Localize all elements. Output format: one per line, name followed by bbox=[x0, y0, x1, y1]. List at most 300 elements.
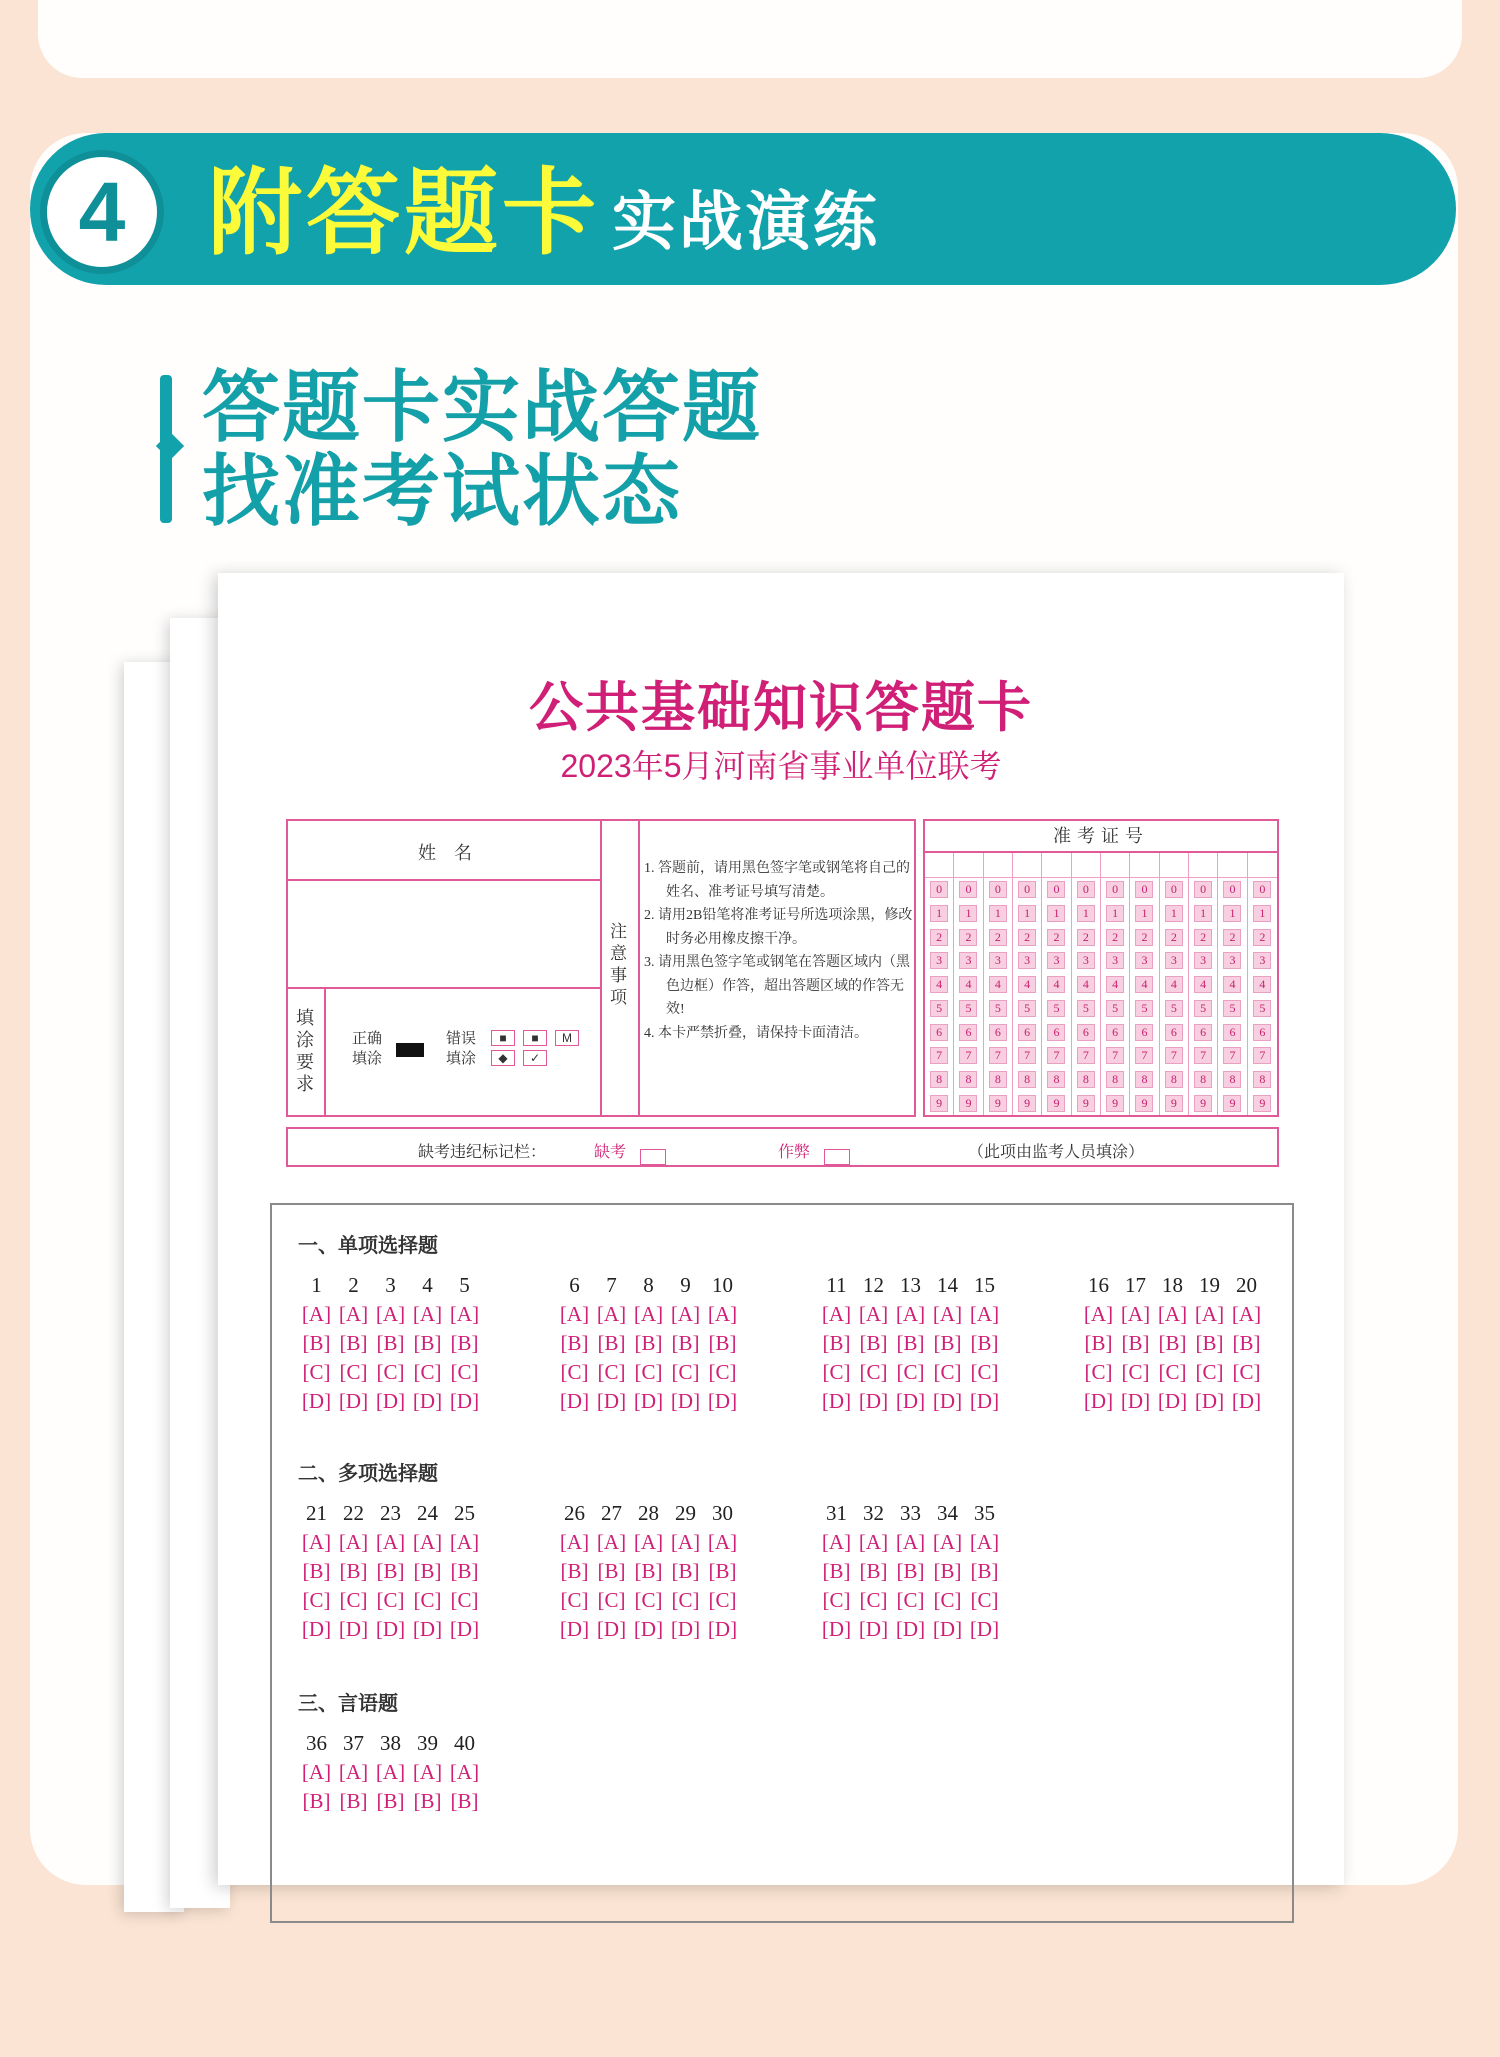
id-digit-bubble[interactable] bbox=[1218, 1068, 1246, 1092]
answer-bubble[interactable]: [A] bbox=[1194, 1302, 1225, 1326]
answer-bubble[interactable]: [D] bbox=[707, 1389, 738, 1413]
id-digit-bubble[interactable] bbox=[1072, 1020, 1100, 1044]
answer-bubble[interactable]: [A] bbox=[559, 1530, 590, 1554]
answer-bubble[interactable]: [C] bbox=[339, 1360, 368, 1384]
note-item: 1. 答题前，请用黑色签字笔或钢笔将自己的姓名、准考证号填写清楚。 bbox=[644, 861, 910, 900]
id-digit-bubble[interactable] bbox=[1042, 902, 1070, 926]
id-digit: 0 bbox=[1018, 881, 1036, 898]
id-digit-bubble[interactable] bbox=[1248, 1020, 1277, 1044]
answer-bubble[interactable]: [B] bbox=[634, 1559, 663, 1583]
answer-bubble[interactable]: [C] bbox=[634, 1588, 663, 1612]
answer-bubble[interactable]: [D] bbox=[633, 1617, 664, 1641]
id-digit-bubble[interactable] bbox=[954, 949, 982, 973]
answer-bubble[interactable]: [B] bbox=[376, 1331, 405, 1355]
id-digit-bubble[interactable] bbox=[1160, 949, 1188, 973]
answer-bubble[interactable]: [C] bbox=[302, 1360, 331, 1384]
id-write-cell[interactable] bbox=[1248, 853, 1277, 878]
answer-bubble[interactable]: [B] bbox=[671, 1559, 700, 1583]
id-digit-bubble[interactable] bbox=[1072, 1068, 1100, 1092]
id-write-cell[interactable] bbox=[1013, 853, 1041, 878]
answer-bubble[interactable]: [C] bbox=[1232, 1360, 1261, 1384]
id-digit-bubble[interactable] bbox=[954, 925, 982, 949]
answer-bubble[interactable]: [B] bbox=[339, 1559, 368, 1583]
answer-bubble[interactable]: [B] bbox=[560, 1331, 589, 1355]
answer-bubble[interactable]: [C] bbox=[671, 1360, 700, 1384]
answer-bubble[interactable]: [A] bbox=[301, 1760, 332, 1784]
answer-bubble[interactable]: [A] bbox=[596, 1530, 627, 1554]
answer-bubble[interactable]: [C] bbox=[970, 1360, 999, 1384]
id-digit-bubble[interactable] bbox=[1101, 878, 1129, 902]
answer-bubble[interactable]: [D] bbox=[596, 1617, 627, 1641]
answer-bubble[interactable]: [C] bbox=[1121, 1360, 1150, 1384]
answer-bubble[interactable]: [B] bbox=[859, 1559, 888, 1583]
question-number: 18 bbox=[1162, 1273, 1183, 1297]
answer-bubble[interactable]: [D] bbox=[670, 1389, 701, 1413]
answer-bubble[interactable]: [B] bbox=[450, 1789, 479, 1813]
answer-bubble[interactable]: [A] bbox=[895, 1530, 926, 1554]
id-digit-bubble[interactable] bbox=[1101, 1020, 1129, 1044]
id-digit-bubble[interactable] bbox=[925, 1020, 953, 1044]
id-digit-bubble[interactable] bbox=[1101, 949, 1129, 973]
answer-bubble[interactable]: [B] bbox=[376, 1789, 405, 1813]
id-digit-bubble[interactable] bbox=[1189, 902, 1217, 926]
id-digit-bubble[interactable] bbox=[1042, 1020, 1070, 1044]
id-digit: 1 bbox=[1165, 905, 1183, 922]
answer-bubble[interactable]: [D] bbox=[301, 1617, 332, 1641]
answer-bubble[interactable]: [B] bbox=[708, 1559, 737, 1583]
id-digit-bubble[interactable] bbox=[954, 997, 982, 1021]
answer-bubble[interactable]: [A] bbox=[969, 1530, 1000, 1554]
id-digit-bubble[interactable] bbox=[1160, 1068, 1188, 1092]
id-digit-bubble[interactable] bbox=[925, 902, 953, 926]
id-digit-bubble[interactable] bbox=[1189, 925, 1217, 949]
answer-bubble[interactable]: [D] bbox=[895, 1389, 926, 1413]
answer-bubble[interactable]: [B] bbox=[970, 1559, 999, 1583]
id-digit-bubble[interactable] bbox=[1013, 1044, 1041, 1068]
id-digit-bubble[interactable] bbox=[1042, 925, 1070, 949]
answer-bubble[interactable]: [D] bbox=[449, 1617, 480, 1641]
id-digit-bubble[interactable] bbox=[954, 1091, 982, 1115]
question-number: 31 bbox=[826, 1501, 847, 1525]
id-digit-bubble[interactable] bbox=[984, 878, 1012, 902]
id-digit: 4 bbox=[1077, 976, 1095, 993]
id-digit-bubble[interactable] bbox=[984, 997, 1012, 1021]
answer-bubble[interactable]: [B] bbox=[1121, 1331, 1150, 1355]
id-digit: 1 bbox=[1194, 905, 1212, 922]
id-digit-bubble[interactable] bbox=[1130, 1068, 1158, 1092]
answer-bubble[interactable]: [B] bbox=[413, 1789, 442, 1813]
id-digit-bubble[interactable] bbox=[1101, 973, 1129, 997]
id-digit-bubble[interactable] bbox=[984, 1044, 1012, 1068]
answer-bubble[interactable]: [C] bbox=[896, 1360, 925, 1384]
id-digit-bubble[interactable] bbox=[1189, 878, 1217, 902]
id-digit-bubble[interactable] bbox=[1189, 997, 1217, 1021]
id-digit-bubble[interactable] bbox=[1072, 973, 1100, 997]
answer-bubble[interactable]: [A] bbox=[375, 1302, 406, 1326]
id-digit-bubble[interactable] bbox=[1072, 1091, 1100, 1115]
id-digit-bubble[interactable] bbox=[1042, 1091, 1070, 1115]
answer-bubble[interactable]: [D] bbox=[301, 1389, 332, 1413]
id-digit-bubble[interactable] bbox=[1218, 973, 1246, 997]
answer-bubble[interactable]: [D] bbox=[1157, 1389, 1188, 1413]
answer-bubble[interactable]: [D] bbox=[969, 1389, 1000, 1413]
id-digit-bubble[interactable] bbox=[1013, 949, 1041, 973]
id-digit-bubble[interactable] bbox=[1160, 902, 1188, 926]
answer-bubble[interactable]: [C] bbox=[933, 1360, 962, 1384]
answer-bubble[interactable]: [A] bbox=[1083, 1302, 1114, 1326]
answer-bubble[interactable]: [D] bbox=[412, 1617, 443, 1641]
id-digit-bubble[interactable] bbox=[1072, 925, 1100, 949]
id-digit-bubble[interactable] bbox=[1013, 1091, 1041, 1115]
answer-bubble[interactable]: [B] bbox=[896, 1331, 925, 1355]
answer-bubble[interactable]: [C] bbox=[413, 1360, 442, 1384]
answer-bubble[interactable]: [B] bbox=[302, 1789, 331, 1813]
answer-bubble[interactable]: [B] bbox=[822, 1559, 851, 1583]
id-digit-bubble[interactable] bbox=[1130, 878, 1158, 902]
answer-bubble[interactable]: [A] bbox=[932, 1302, 963, 1326]
answer-bubble[interactable]: [C] bbox=[450, 1360, 479, 1384]
id-digit-bubble[interactable] bbox=[984, 1068, 1012, 1092]
id-digit-bubble[interactable] bbox=[1248, 949, 1277, 973]
id-digit-bubble[interactable] bbox=[1248, 997, 1277, 1021]
id-digit-bubble[interactable] bbox=[1218, 997, 1246, 1021]
answer-bubble[interactable]: [A] bbox=[932, 1530, 963, 1554]
id-digit-bubble[interactable] bbox=[984, 902, 1012, 926]
answer-bubble[interactable]: [A] bbox=[969, 1302, 1000, 1326]
id-digit-bubble[interactable] bbox=[925, 997, 953, 1021]
answer-bubble[interactable]: [B] bbox=[896, 1559, 925, 1583]
answer-bubble[interactable]: [B] bbox=[413, 1331, 442, 1355]
id-digit-bubble[interactable] bbox=[1130, 949, 1158, 973]
name-label: 姓 名 bbox=[418, 843, 472, 863]
answer-bubble[interactable]: [B] bbox=[822, 1331, 851, 1355]
answer-bubble[interactable]: [C] bbox=[1195, 1360, 1224, 1384]
exam-id-box bbox=[923, 819, 1279, 1117]
answer-bubble[interactable]: [B] bbox=[339, 1331, 368, 1355]
answer-bubble[interactable]: [D] bbox=[559, 1389, 590, 1413]
answer-bubble[interactable]: [A] bbox=[449, 1760, 480, 1784]
id-digit-bubble[interactable] bbox=[1218, 949, 1246, 973]
answer-bubble[interactable]: [B] bbox=[970, 1331, 999, 1355]
id-digit-bubble[interactable] bbox=[954, 878, 982, 902]
id-digit-bubble[interactable] bbox=[1013, 925, 1041, 949]
id-digit-bubble[interactable] bbox=[1072, 1044, 1100, 1068]
id-digit-bubble[interactable] bbox=[1130, 973, 1158, 997]
answer-bubble[interactable]: [A] bbox=[375, 1760, 406, 1784]
id-digit-bubble[interactable] bbox=[954, 973, 982, 997]
answer-bubble[interactable]: [D] bbox=[559, 1617, 590, 1641]
id-digit-bubble[interactable] bbox=[1013, 1020, 1041, 1044]
id-digit-bubble[interactable] bbox=[1013, 878, 1041, 902]
id-digit-bubble[interactable] bbox=[1072, 902, 1100, 926]
id-digit-bubble[interactable] bbox=[1130, 902, 1158, 926]
answer-bubble[interactable]: [D] bbox=[932, 1617, 963, 1641]
id-digit-bubble[interactable] bbox=[1130, 1044, 1158, 1068]
id-write-cell[interactable] bbox=[1130, 853, 1158, 878]
id-digit-bubble[interactable] bbox=[1013, 902, 1041, 926]
answer-bubble[interactable]: [A] bbox=[1157, 1302, 1188, 1326]
answer-bubble[interactable]: [B] bbox=[302, 1331, 331, 1355]
id-digit-bubble[interactable] bbox=[1042, 973, 1070, 997]
answer-bubble[interactable]: [C] bbox=[450, 1588, 479, 1612]
answer-bubble[interactable]: [C] bbox=[597, 1588, 626, 1612]
id-digit-bubble[interactable] bbox=[1160, 878, 1188, 902]
id-write-cell[interactable] bbox=[1218, 853, 1246, 878]
id-digit-bubble[interactable] bbox=[925, 973, 953, 997]
id-digit-bubble[interactable] bbox=[1189, 949, 1217, 973]
id-digit-bubble[interactable] bbox=[954, 1020, 982, 1044]
answer-bubble[interactable]: [A] bbox=[707, 1530, 738, 1554]
answer-bubble[interactable]: [D] bbox=[858, 1617, 889, 1641]
id-digit-bubble[interactable] bbox=[1218, 902, 1246, 926]
answer-bubble[interactable]: [B] bbox=[413, 1559, 442, 1583]
id-digit-bubble[interactable] bbox=[1013, 1068, 1041, 1092]
id-write-cell[interactable] bbox=[1189, 853, 1217, 878]
id-digit-bubble[interactable] bbox=[925, 1091, 953, 1115]
answer-bubble[interactable]: [A] bbox=[821, 1302, 852, 1326]
answer-bubble[interactable]: [B] bbox=[1195, 1331, 1224, 1355]
id-digit-bubble[interactable] bbox=[1189, 1020, 1217, 1044]
id-digit-bubble[interactable] bbox=[1160, 973, 1188, 997]
id-digit-bubble[interactable] bbox=[1013, 973, 1041, 997]
answer-bubble[interactable]: [C] bbox=[376, 1588, 405, 1612]
answer-bubble[interactable]: [D] bbox=[633, 1389, 664, 1413]
answer-bubble[interactable]: [A] bbox=[1231, 1302, 1262, 1326]
answer-bubble[interactable]: [B] bbox=[859, 1331, 888, 1355]
answer-bubble[interactable]: [B] bbox=[376, 1559, 405, 1583]
answer-bubble[interactable]: [C] bbox=[671, 1588, 700, 1612]
answer-bubble[interactable]: [D] bbox=[821, 1389, 852, 1413]
id-digit-bubble[interactable] bbox=[984, 949, 1012, 973]
answer-bubble[interactable]: [D] bbox=[412, 1389, 443, 1413]
answer-bubble[interactable]: [D] bbox=[1120, 1389, 1151, 1413]
answer-bubble[interactable]: [D] bbox=[895, 1617, 926, 1641]
answer-bubble[interactable]: [A] bbox=[338, 1760, 369, 1784]
answer-bubble[interactable]: [A] bbox=[895, 1302, 926, 1326]
id-digit-bubble[interactable] bbox=[1189, 1068, 1217, 1092]
answer-bubble[interactable]: [D] bbox=[338, 1617, 369, 1641]
answer-bubble[interactable]: [D] bbox=[1194, 1389, 1225, 1413]
id-digit-bubble[interactable] bbox=[1248, 1068, 1277, 1092]
answer-bubble[interactable]: [A] bbox=[559, 1302, 590, 1326]
id-digit-bubble[interactable] bbox=[1248, 902, 1277, 926]
id-digit-bubble[interactable] bbox=[1218, 925, 1246, 949]
id-digit-bubble[interactable] bbox=[984, 925, 1012, 949]
answer-bubble[interactable]: [C] bbox=[708, 1588, 737, 1612]
answer-bubble[interactable]: [B] bbox=[1158, 1331, 1187, 1355]
id-digit-bubble[interactable] bbox=[1248, 973, 1277, 997]
id-digit-bubble[interactable] bbox=[1130, 925, 1158, 949]
id-digit-bubble[interactable] bbox=[1072, 878, 1100, 902]
id-digit-bubble[interactable] bbox=[1130, 997, 1158, 1021]
answer-bubble[interactable]: [B] bbox=[450, 1331, 479, 1355]
answer-bubble[interactable]: [B] bbox=[933, 1559, 962, 1583]
id-digit-bubble[interactable] bbox=[1248, 1091, 1277, 1115]
answer-bubble[interactable]: [A] bbox=[633, 1530, 664, 1554]
answer-bubble[interactable]: [D] bbox=[1231, 1389, 1262, 1413]
id-digit-bubble[interactable] bbox=[1218, 1020, 1246, 1044]
answer-bubble[interactable]: [D] bbox=[670, 1617, 701, 1641]
answer-bubble[interactable]: [B] bbox=[708, 1331, 737, 1355]
id-digit-bubble[interactable] bbox=[984, 1020, 1012, 1044]
id-digit-bubble[interactable] bbox=[925, 949, 953, 973]
id-digit-bubble[interactable] bbox=[1130, 1091, 1158, 1115]
answer-bubble[interactable]: [C] bbox=[560, 1588, 589, 1612]
id-digit-bubble[interactable] bbox=[1072, 949, 1100, 973]
section-title: 附答题卡 bbox=[208, 160, 601, 265]
option-row bbox=[1080, 1387, 1265, 1416]
id-digit-bubble[interactable] bbox=[984, 1091, 1012, 1115]
id-digit-bubble[interactable] bbox=[1042, 997, 1070, 1021]
id-digit-bubble[interactable] bbox=[1101, 1044, 1129, 1068]
id-digit-bubble[interactable] bbox=[925, 925, 953, 949]
answer-bubble[interactable]: [B] bbox=[933, 1331, 962, 1355]
answer-bubble[interactable]: [B] bbox=[634, 1331, 663, 1355]
answer-bubble[interactable]: [C] bbox=[1084, 1360, 1113, 1384]
answer-bubble[interactable]: [A] bbox=[338, 1530, 369, 1554]
answer-bubble[interactable]: [D] bbox=[375, 1617, 406, 1641]
answer-bubble[interactable]: [A] bbox=[596, 1302, 627, 1326]
notes-label: 注意事项 bbox=[610, 922, 627, 1007]
answer-bubble[interactable]: [D] bbox=[596, 1389, 627, 1413]
answer-bubble[interactable]: [C] bbox=[859, 1588, 888, 1612]
answer-bubble[interactable]: [B] bbox=[671, 1331, 700, 1355]
answer-bubble[interactable]: [D] bbox=[1083, 1389, 1114, 1413]
wrong-mark-1: ■ bbox=[491, 1030, 515, 1046]
question-number: 7 bbox=[606, 1273, 617, 1297]
answer-bubble[interactable]: [C] bbox=[896, 1588, 925, 1612]
answer-bubble[interactable]: [C] bbox=[970, 1588, 999, 1612]
answer-bubble[interactable]: [A] bbox=[670, 1530, 701, 1554]
id-digit-bubble[interactable] bbox=[1189, 973, 1217, 997]
answer-bubble[interactable]: [A] bbox=[670, 1302, 701, 1326]
id-digit-bubble[interactable] bbox=[1042, 1044, 1070, 1068]
id-digit-bubble[interactable] bbox=[1072, 997, 1100, 1021]
id-write-cell[interactable] bbox=[925, 853, 953, 878]
id-digit-bubble[interactable] bbox=[1130, 1020, 1158, 1044]
answer-bubble[interactable]: [B] bbox=[339, 1789, 368, 1813]
answer-bubble[interactable]: [A] bbox=[412, 1530, 443, 1554]
id-digit-bubble[interactable] bbox=[1248, 1044, 1277, 1068]
answer-bubble[interactable]: [C] bbox=[933, 1588, 962, 1612]
answer-bubble[interactable]: [C] bbox=[302, 1588, 331, 1612]
answer-bubble[interactable]: [A] bbox=[1120, 1302, 1151, 1326]
id-digit-bubble[interactable] bbox=[1101, 925, 1129, 949]
id-write-cell[interactable] bbox=[1042, 853, 1070, 878]
answer-bubble[interactable]: [A] bbox=[412, 1760, 443, 1784]
id-digit-bubble[interactable] bbox=[925, 1068, 953, 1092]
answer-bubble[interactable]: [D] bbox=[707, 1617, 738, 1641]
answer-bubble[interactable]: [A] bbox=[412, 1302, 443, 1326]
answer-bubble[interactable]: [A] bbox=[301, 1530, 332, 1554]
answer-bubble[interactable]: [B] bbox=[1084, 1331, 1113, 1355]
answer-bubble[interactable]: [C] bbox=[597, 1360, 626, 1384]
answer-bubble[interactable]: [D] bbox=[375, 1389, 406, 1413]
answer-bubble[interactable]: [C] bbox=[859, 1360, 888, 1384]
answer-bubble[interactable]: [C] bbox=[822, 1588, 851, 1612]
answer-bubble[interactable]: [A] bbox=[633, 1302, 664, 1326]
answer-bubble[interactable]: [A] bbox=[338, 1302, 369, 1326]
answer-bubble[interactable]: [B] bbox=[302, 1559, 331, 1583]
answer-bubble[interactable]: [A] bbox=[707, 1302, 738, 1326]
answer-bubble[interactable]: [A] bbox=[449, 1302, 480, 1326]
id-write-cell[interactable] bbox=[1101, 853, 1129, 878]
id-digit-bubble[interactable] bbox=[1248, 878, 1277, 902]
answer-bubble[interactable]: [D] bbox=[932, 1389, 963, 1413]
answer-bubble[interactable]: [C] bbox=[339, 1588, 368, 1612]
id-digit-bubble[interactable] bbox=[1218, 1044, 1246, 1068]
answer-bubble[interactable]: [C] bbox=[634, 1360, 663, 1384]
id-digit: 7 bbox=[1194, 1047, 1212, 1064]
answer-bubble[interactable]: [A] bbox=[821, 1530, 852, 1554]
id-digit-bubble[interactable] bbox=[1042, 949, 1070, 973]
answer-bubble[interactable]: [A] bbox=[858, 1302, 889, 1326]
answer-bubble[interactable]: [B] bbox=[450, 1559, 479, 1583]
answer-bubble[interactable]: [C] bbox=[708, 1360, 737, 1384]
id-digit-bubble[interactable] bbox=[925, 878, 953, 902]
id-write-cell[interactable] bbox=[1160, 853, 1188, 878]
answer-bubble[interactable]: [D] bbox=[969, 1617, 1000, 1641]
answer-bubble[interactable]: [B] bbox=[597, 1331, 626, 1355]
answer-bubble[interactable]: [C] bbox=[822, 1360, 851, 1384]
answer-bubble[interactable]: [A] bbox=[858, 1530, 889, 1554]
answer-bubble[interactable]: [D] bbox=[821, 1617, 852, 1641]
id-digit: 6 bbox=[1223, 1024, 1241, 1041]
id-digit-bubble[interactable] bbox=[1160, 1020, 1188, 1044]
id-digit-bubble[interactable] bbox=[954, 902, 982, 926]
question-number: 14 bbox=[937, 1273, 958, 1297]
answer-bubble[interactable]: [C] bbox=[560, 1360, 589, 1384]
id-digit-bubble[interactable] bbox=[1160, 1091, 1188, 1115]
id-digit-bubble[interactable] bbox=[1160, 925, 1188, 949]
id-digit-bubble[interactable] bbox=[1042, 878, 1070, 902]
id-digit-bubble[interactable] bbox=[925, 1044, 953, 1068]
id-digit-bubble[interactable] bbox=[954, 1044, 982, 1068]
answer-bubble[interactable]: [A] bbox=[449, 1530, 480, 1554]
id-write-cell[interactable] bbox=[984, 853, 1012, 878]
id-digit-bubble[interactable] bbox=[1101, 1068, 1129, 1092]
answer-bubble[interactable]: [D] bbox=[338, 1389, 369, 1413]
answer-bubble[interactable]: [B] bbox=[1232, 1331, 1261, 1355]
id-write-cell[interactable] bbox=[1072, 853, 1100, 878]
id-digit-bubble[interactable] bbox=[1189, 1044, 1217, 1068]
answer-bubble[interactable]: [A] bbox=[375, 1530, 406, 1554]
id-digit-bubble[interactable] bbox=[1189, 1091, 1217, 1115]
answer-bubble[interactable]: [B] bbox=[597, 1559, 626, 1583]
answer-bubble[interactable]: [D] bbox=[449, 1389, 480, 1413]
id-digit-bubble[interactable] bbox=[1101, 1091, 1129, 1115]
id-digit: 3 bbox=[1106, 952, 1124, 969]
answer-bubble[interactable]: [A] bbox=[301, 1302, 332, 1326]
answer-bubble[interactable]: [D] bbox=[858, 1389, 889, 1413]
id-digit-bubble[interactable] bbox=[1218, 878, 1246, 902]
id-digit-bubble[interactable] bbox=[1101, 997, 1129, 1021]
id-digit-bubble[interactable] bbox=[1160, 997, 1188, 1021]
id-digit-bubble[interactable] bbox=[1101, 902, 1129, 926]
id-digit-bubble[interactable] bbox=[1160, 1044, 1188, 1068]
id-write-cell[interactable] bbox=[954, 853, 982, 878]
id-digit-bubble[interactable] bbox=[1042, 1068, 1070, 1092]
id-digit-bubble[interactable] bbox=[954, 1068, 982, 1092]
answer-bubble[interactable]: [B] bbox=[560, 1559, 589, 1583]
answer-bubble[interactable]: [C] bbox=[413, 1588, 442, 1612]
answer-bubble[interactable]: [C] bbox=[1158, 1360, 1187, 1384]
id-digit-bubble[interactable] bbox=[1013, 997, 1041, 1021]
id-digit-bubble[interactable] bbox=[984, 973, 1012, 997]
id-digit-bubble[interactable] bbox=[1218, 1091, 1246, 1115]
answer-bubble[interactable]: [C] bbox=[376, 1360, 405, 1384]
id-digit-bubble[interactable] bbox=[1248, 925, 1277, 949]
